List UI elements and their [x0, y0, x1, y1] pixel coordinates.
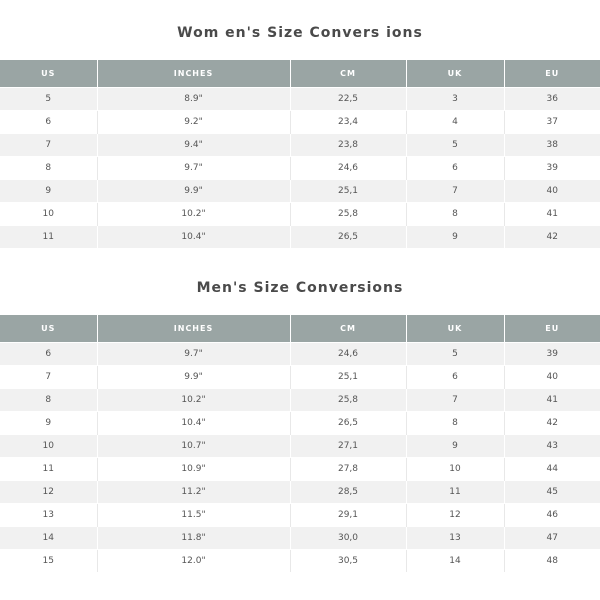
cell-eu: 41 — [504, 203, 600, 226]
table-row — [0, 504, 600, 527]
cell-eu: 38 — [504, 134, 600, 157]
cell-inches: 9.2" — [97, 111, 290, 134]
cell-uk: 12 — [406, 504, 504, 527]
cell-uk: 8 — [406, 203, 504, 226]
table-row — [0, 435, 600, 458]
cell-cm: 26,5 — [290, 412, 406, 435]
table-row — [0, 458, 600, 481]
cell-uk: 10 — [406, 458, 504, 481]
cell-us: 5 — [0, 88, 97, 111]
cell-eu: 37 — [504, 111, 600, 134]
cell-eu: 40 — [504, 366, 600, 389]
cell-cm: 23,4 — [290, 111, 406, 134]
table-header-row — [0, 60, 600, 88]
cell-inches: 11.8" — [97, 527, 290, 550]
table-row — [0, 226, 600, 249]
cell-cm: 26,5 — [290, 226, 406, 249]
cell-cm: 25,1 — [290, 366, 406, 389]
cell-uk: 3 — [406, 88, 504, 111]
cell-uk: 4 — [406, 111, 504, 134]
cell-inches: 9.7" — [97, 343, 290, 366]
cell-eu: 39 — [504, 343, 600, 366]
cell-inches: 9.9" — [97, 180, 290, 203]
cell-inches: 10.2" — [97, 389, 290, 412]
cell-us: 11 — [0, 226, 97, 249]
table-row — [0, 88, 600, 111]
cell-cm: 25,1 — [290, 180, 406, 203]
cell-eu: 45 — [504, 481, 600, 504]
table-row — [0, 481, 600, 504]
cell-us: 12 — [0, 481, 97, 504]
cell-cm: 24,6 — [290, 343, 406, 366]
cell-inches: 8.9" — [97, 88, 290, 111]
column-header-uk: UK — [406, 60, 504, 88]
column-header-us: US — [0, 60, 97, 88]
cell-cm: 30,5 — [290, 550, 406, 573]
cell-us: 6 — [0, 343, 97, 366]
column-header-uk: UK — [406, 315, 504, 343]
cell-eu: 43 — [504, 435, 600, 458]
table-row — [0, 134, 600, 157]
cell-us: 9 — [0, 180, 97, 203]
cell-eu: 41 — [504, 389, 600, 412]
cell-uk: 9 — [406, 435, 504, 458]
table-row — [0, 366, 600, 389]
cell-us: 13 — [0, 504, 97, 527]
column-header-cm: CM — [290, 315, 406, 343]
cell-inches: 10.2" — [97, 203, 290, 226]
women-size-table — [0, 60, 600, 248]
cell-cm: 28,5 — [290, 481, 406, 504]
column-header-eu: EU — [504, 315, 600, 343]
cell-inches: 11.2" — [97, 481, 290, 504]
cell-eu: 48 — [504, 550, 600, 573]
column-header-eu: EU — [504, 60, 600, 88]
cell-us: 10 — [0, 203, 97, 226]
cell-us: 8 — [0, 389, 97, 412]
cell-cm: 29,1 — [290, 504, 406, 527]
table-row — [0, 157, 600, 180]
cell-cm: 25,8 — [290, 389, 406, 412]
cell-cm: 27,8 — [290, 458, 406, 481]
cell-cm: 23,8 — [290, 134, 406, 157]
cell-inches: 11.5" — [97, 504, 290, 527]
cell-us: 9 — [0, 412, 97, 435]
cell-eu: 39 — [504, 157, 600, 180]
table-row — [0, 343, 600, 366]
cell-uk: 6 — [406, 366, 504, 389]
column-header-inches: INCHES — [97, 60, 290, 88]
table-row — [0, 550, 600, 573]
cell-inches: 12.0" — [97, 550, 290, 573]
column-header-us: US — [0, 315, 97, 343]
men-size-table — [0, 315, 600, 572]
table-row — [0, 412, 600, 435]
cell-us: 14 — [0, 527, 97, 550]
cell-uk: 8 — [406, 412, 504, 435]
cell-eu: 40 — [504, 180, 600, 203]
cell-uk: 7 — [406, 180, 504, 203]
cell-eu: 42 — [504, 226, 600, 249]
cell-us: 6 — [0, 111, 97, 134]
cell-us: 7 — [0, 366, 97, 389]
cell-us: 11 — [0, 458, 97, 481]
cell-uk: 6 — [406, 157, 504, 180]
cell-cm: 30,0 — [290, 527, 406, 550]
cell-cm: 27,1 — [290, 435, 406, 458]
cell-inches: 10.4" — [97, 412, 290, 435]
cell-uk: 13 — [406, 527, 504, 550]
cell-inches: 10.4" — [97, 226, 290, 249]
cell-uk: 9 — [406, 226, 504, 249]
cell-cm: 22,5 — [290, 88, 406, 111]
column-header-cm: CM — [290, 60, 406, 88]
cell-uk: 5 — [406, 343, 504, 366]
cell-uk: 5 — [406, 134, 504, 157]
cell-us: 8 — [0, 157, 97, 180]
table-row — [0, 111, 600, 134]
cell-uk: 14 — [406, 550, 504, 573]
men-section-title: Men's Size Conversions — [196, 280, 404, 296]
cell-us: 15 — [0, 550, 97, 573]
cell-uk: 7 — [406, 389, 504, 412]
cell-inches: 9.7" — [97, 157, 290, 180]
cell-eu: 36 — [504, 88, 600, 111]
cell-eu: 47 — [504, 527, 600, 550]
cell-cm: 25,8 — [290, 203, 406, 226]
table-row — [0, 527, 600, 550]
cell-inches: 10.9" — [97, 458, 290, 481]
table-row — [0, 203, 600, 226]
cell-inches: 10.7" — [97, 435, 290, 458]
table-header-row — [0, 315, 600, 343]
cell-inches: 9.4" — [97, 134, 290, 157]
table-row — [0, 389, 600, 412]
cell-eu: 42 — [504, 412, 600, 435]
column-header-inches: INCHES — [97, 315, 290, 343]
cell-us: 10 — [0, 435, 97, 458]
cell-eu: 44 — [504, 458, 600, 481]
cell-cm: 24,6 — [290, 157, 406, 180]
table-row — [0, 180, 600, 203]
cell-us: 7 — [0, 134, 97, 157]
cell-eu: 46 — [504, 504, 600, 527]
cell-inches: 9.9" — [97, 366, 290, 389]
women-section-title: Wom en's Size Convers ions — [177, 25, 423, 41]
cell-uk: 11 — [406, 481, 504, 504]
